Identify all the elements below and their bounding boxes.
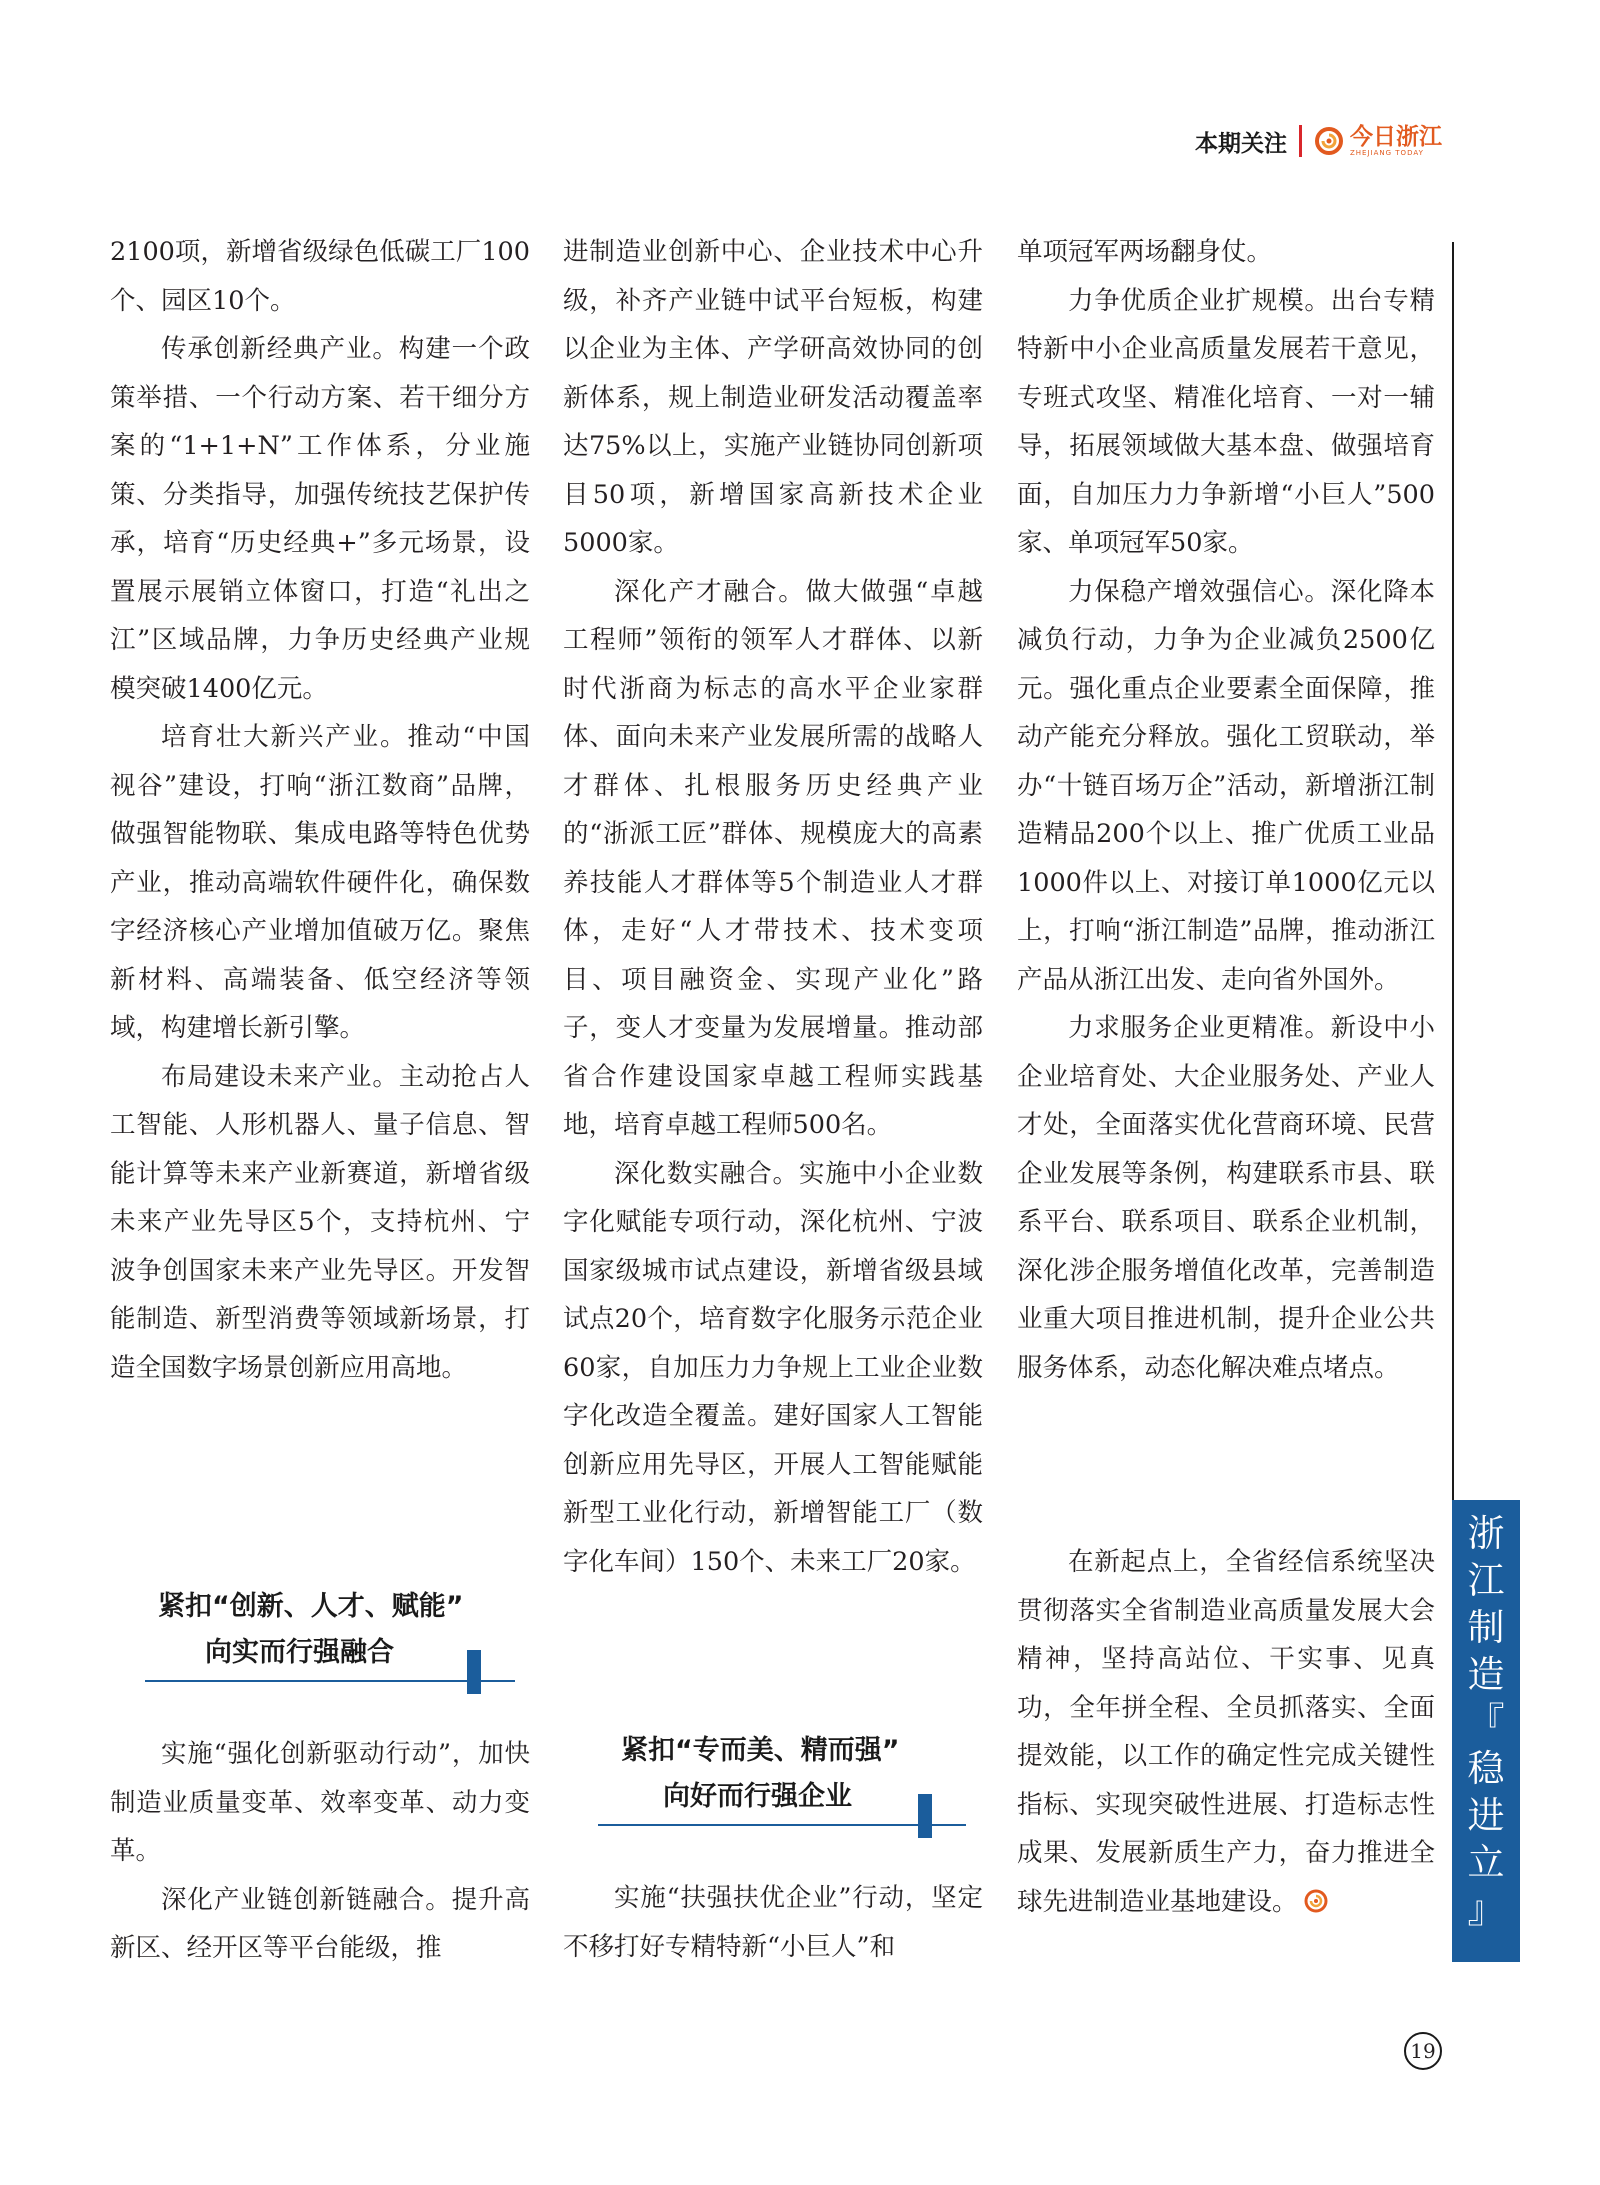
column-1 [110,228,530,1392]
column-1-continued [110,1730,530,1973]
paragraph: 培育壮大新兴产业。推动“中国视谷”建设，打响“浙江数商”品牌，做强智能物联、集成电路等特色优势产业，推动高端软件硬件化，确保数字经济核心产业增加值破万亿。聚焦新材料、高端装备、低空经济等领域，构建增长新引擎。 [110,722,530,1043]
logo-text-cn: 今日浙江 [1350,123,1442,150]
paragraph: 实施“强化创新驱动行动”，加快制造业质量变革、效率变革、动力变革。 [110,1739,530,1866]
paragraph: 力争优质企业扩规模。出台专精特新中小企业高质量发展若干意见，专班式攻坚、精准化培育、一对一辅导，拓展领域做大基本盘、做强培育面，自加压力力争新增“小巨人”500家、单项冠军50家。 [1017,285,1435,558]
paragraph: 布局建设未来产业。主动抢占人工智能、人形机器人、量子信息、智能计算等未来产业新赛道，新增省级未来产业先导区5个，支持杭州、宁波争创国家未来产业先导区。开发智能制造、新型消费等领域新场景，打造全国数字场景创新应用高地。 [110,1061,530,1383]
column-3 [1017,228,1435,1392]
column-2 [563,228,983,1586]
sidebar-char: 进 [1467,1794,1505,1837]
paragraph: 进制造业创新中心、企业技术中心升级，补齐产业链中试平台短板，构建以企业为主体、产学研高效协同的创新体系，规上制造业研发活动覆盖率达75%以上，实施产业链协同创新项目50项，新增国家高新技术企业5000家。 [563,237,983,558]
logo-swirl-icon [1314,126,1344,156]
heading-line-2: 向实而行强融合 [205,1637,394,1668]
sidebar-char: 稳 [1467,1747,1505,1790]
heading-underline [145,1680,515,1682]
header-divider [1299,125,1302,157]
paragraph: 实施“扶强扶优企业”行动，坚定不移打好专精特新“小巨人”和 [563,1883,983,1962]
end-mark-icon [1304,1889,1328,1913]
sidebar-char: 『 [1467,1700,1505,1743]
page-header [1195,118,1442,164]
paragraph: 单项冠军两场翻身仗。 [1017,237,1273,267]
paragraph: 2100项，新增省级绿色低碳工厂100个、园区10个。 [110,237,530,316]
paragraph: 深化产业链创新链融合。提升高新区、经开区等平台能级，推 [110,1884,530,1963]
paragraph: 深化数实融合。实施中小企业数字化赋能专项行动，深化杭州、宁波国家级城市试点建设，新增省级县域试点20个，培育数字化服务示范企业60家，自加压力力争规上工业企业数字化改造全覆盖。建好国家人工智能创新应用先导区，开展人工智能赋能新型工业化行动，新增智能工厂（数字化车间）150个、未来工厂20家。 [563,1158,983,1577]
heading-line-1: 紧扣“创新、人才、赋能” [158,1591,464,1622]
column-2-continued [563,1874,983,1971]
page-number: 19 [1404,2032,1442,2070]
sidebar-char: 立 [1467,1841,1505,1884]
paragraph: 力保稳产增效强信心。深化降本减负行动，力争为企业减负2500亿元。强化重点企业要素全面保障，推动产能充分释放。强化工贸联动，举办“十链百场万企”活动，新增浙江制造精品200个以上、推广优质工业品1000件以上、对接订单1000亿元以上，打响“浙江制造”品牌，推动浙江产品从浙江出发、走向省外国外。 [1017,576,1435,995]
heading-accent-bar [918,1794,932,1838]
paragraph: 传承创新经典产业。构建一个政策举措、一个行动方案、若干细分方案的“1+1+N”工作体系，分业施策、分类指导，加强传统技艺保护传承，培育“历史经典+”多元场景，设置展示展销立体窗口，打造“礼出之江”区域品牌，力争历史经典产业规模突破1400亿元。 [110,334,530,704]
sidebar-char: 造 [1467,1653,1505,1696]
section-label: 本期关注 [1195,130,1287,157]
heading-line-2: 向好而行强企业 [663,1781,852,1812]
heading-accent-bar [467,1650,481,1694]
closing-section [1017,1538,1435,1926]
closing-paragraph [1017,1538,1435,1926]
topic-sidebar [1452,1500,1520,1962]
paragraph: 深化产才融合。做大做强“卓越工程师”领衔的领军人才群体、以新时代浙商为标志的高水平企业家群体、面向未来产业发展所需的战略人才群体、扎根服务历史经典产业的“浙派工匠”群体、规模庞大的高素养技能人才群体等5个制造业人才群体，走好“人才带技术、技术变项目、项目融资金、实现产业化”路子，变人才变量为发展增量。推动部省合作建设国家卓越工程师实践基地，培育卓越工程师500名。 [563,576,983,1140]
logo-text-en: ZHEJIANG TODAY [1350,149,1424,157]
sidebar-char: 浙 [1467,1512,1505,1555]
publication-logo [1314,125,1442,157]
heading-line-1: 紧扣“专而美、精而强” [621,1735,900,1766]
closing-text: 在新起点上，全省经信系统坚决贯彻落实全省制造业高质量发展大会精神，坚持高站位、干实事、见真功，全年拼全程、全员抓落实、全面提效能，以工作的确定性完成关键性指标、实现突破性进展、打造标志性成果、发展新质生产力，奋力推进全球先进制造业基地建设。 [1017,1547,1435,1917]
heading-underline [598,1824,966,1826]
vertical-rule [1452,242,1454,1502]
sidebar-char: 制 [1467,1606,1505,1649]
sidebar-char: 江 [1467,1559,1505,1602]
paragraph: 力求服务企业更精准。新设中小企业培育处、大企业服务处、产业人才处，全面落实优化营商环境、民营企业发展等条例，构建联系市县、联系平台、联系项目、联系企业机制，深化涉企服务增值化改革，完善制造业重大项目推进机制，提升企业公共服务体系，动态化解决难点堵点。 [1017,1013,1435,1383]
sidebar-title [1452,1510,1520,1933]
sidebar-char: 』 [1467,1888,1505,1931]
